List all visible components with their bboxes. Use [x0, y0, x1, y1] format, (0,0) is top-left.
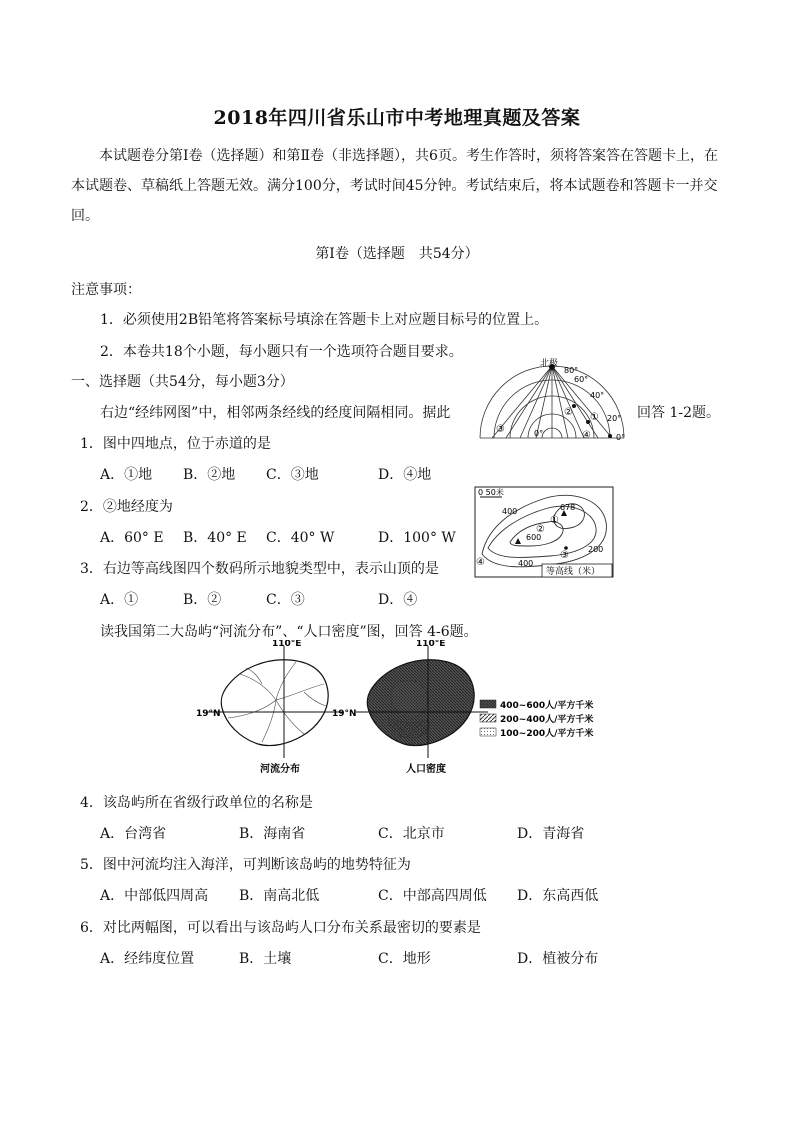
contour-label-200: 200: [588, 545, 604, 554]
question-1-stem: 1．图中四地点，位于赤道的是: [80, 436, 271, 452]
point-1-label: ①: [590, 412, 599, 423]
note-1: 1．必须使用2B铅笔将答案标号填涂在答题卡上对应题目标号的位置上。: [100, 312, 549, 328]
intro-paragraph: 本试题卷分第Ⅰ卷（选择题）和第Ⅱ卷（非选择题），共6页。考生作答时，须将答案答在答题卡上，在本试题卷、草稿纸上答题无效。满分100分，考试时间45分钟。考试结束后，将本试题卷和答题卡一并交回。: [71, 148, 718, 224]
point-2-label: ②: [564, 407, 573, 418]
lon-label-right: 110°E: [416, 640, 446, 649]
lon-label-left: 110°E: [272, 640, 302, 649]
question-1-option-d[interactable]: D．④地: [378, 467, 432, 483]
island-outline-left: [221, 660, 328, 746]
point-4-marker: [608, 434, 612, 438]
instruction-island: 读我国第二大岛屿“河流分布”、“人口密度”图，回答 4-6题。: [100, 624, 478, 640]
point-3-label: ③: [496, 424, 505, 435]
lat-label-right: 19°N: [332, 709, 357, 719]
lat-label-40: 40°: [590, 391, 605, 400]
question-5-option-d[interactable]: D．东高西低: [517, 888, 599, 904]
question-2-option-d[interactable]: D．100° W: [378, 530, 456, 546]
question-3-option-c[interactable]: C．③: [266, 592, 305, 608]
equator-lon-label: 0°: [534, 429, 544, 438]
contour-label-400-north: 400: [502, 507, 518, 516]
graticule-figure: [470, 358, 630, 444]
contour-scale: 0 50米: [478, 488, 504, 497]
contour-label-600: 600: [526, 533, 542, 542]
question-4-option-b[interactable]: B．海南省: [239, 826, 306, 842]
point-4-label: ④: [582, 430, 591, 441]
question-5-stem: 5．图中河流均注入海洋，可判断该岛屿的地势特征为: [80, 857, 411, 873]
lat-label-left: 19°N: [196, 709, 221, 719]
question-4-stem: 4．该岛屿所在省级行政单位的名称是: [80, 795, 313, 811]
question-2-option-b[interactable]: B．40° E: [183, 530, 247, 546]
section-title: 第Ⅰ卷（选择题 共54分）: [315, 246, 479, 262]
contour-label-400-south: 400: [518, 559, 534, 568]
question-6-stem: 6．对比两幅图，可以看出与该岛屿人口分布关系最密切的要素是: [80, 920, 481, 936]
part-heading: 一、选择题（共54分，每小题3分）: [71, 374, 294, 390]
contour-figure: [474, 486, 614, 578]
lat-label-20: 20°: [607, 414, 622, 423]
question-3-stem: 3．右边等高线图四个数码所示地貌类型中，表示山顶的是: [80, 561, 439, 577]
contour-point-4: ④: [476, 557, 485, 568]
question-3-option-d[interactable]: D．④: [378, 592, 418, 608]
contour-point-3: ③: [560, 550, 569, 561]
legend-swatch-low: [480, 728, 496, 736]
question-6-option-c[interactable]: C．地形: [378, 951, 431, 967]
legend-swatch-mid: [480, 714, 496, 722]
question-3-option-b[interactable]: B．②: [183, 592, 222, 608]
question-5-option-b[interactable]: B．南高北低: [239, 888, 320, 904]
lat-label-0: 0°: [616, 433, 626, 442]
legend-swatch-high: [480, 700, 496, 708]
population-map: [332, 640, 488, 775]
legend-label-low: 100~200人/平方千米: [500, 729, 594, 739]
contour-legend: 等高线（米）: [546, 567, 601, 577]
legend-label-high: 400~600人/平方千米: [500, 701, 594, 711]
question-1-option-a[interactable]: A．①地: [100, 467, 153, 483]
question-5-option-c[interactable]: C．中部高四周低: [378, 888, 487, 904]
question-6-option-a[interactable]: A．经纬度位置: [100, 951, 195, 967]
question-6-option-d[interactable]: D．植被分布: [517, 951, 599, 967]
notes-heading: 注意事项：: [71, 282, 141, 298]
lat-label-80: 80°: [564, 366, 579, 375]
note-2: 2．本卷共18个小题，每小题只有一个选项符合题目要求。: [100, 344, 463, 360]
contour-point-1: ①: [550, 515, 559, 526]
population-legend: [480, 699, 593, 739]
instruction-graticule: 右边“经纬网图”中，相邻两条经线的经度间隔相同。据此: [100, 405, 451, 421]
contour-point-2: ②: [536, 524, 545, 535]
question-5-option-a[interactable]: A．中部低四周高: [100, 888, 209, 904]
legend-label-mid: 200~400人/平方千米: [500, 715, 594, 725]
question-2-option-c[interactable]: C．40° W: [266, 530, 335, 546]
question-4-option-c[interactable]: C．北京市: [378, 826, 445, 842]
question-2-option-a[interactable]: A．60° E: [100, 530, 164, 546]
question-2-stem: 2．②地经度为: [80, 499, 173, 515]
question-4-option-d[interactable]: D．青海省: [517, 826, 585, 842]
lat-label-60: 60°: [574, 375, 589, 384]
page-title: 2018年四川省乐山市中考地理真题及答案: [213, 107, 581, 129]
question-1-option-c[interactable]: C．③地: [266, 467, 319, 483]
question-3-option-a[interactable]: A．①: [100, 592, 139, 608]
island-figure: [192, 640, 612, 780]
instruction-graticule-tail: 回答 1-2题。: [637, 405, 720, 421]
question-6-option-b[interactable]: B．土壤: [239, 951, 292, 967]
north-pole-label: 北极: [540, 359, 559, 369]
river-map: [196, 640, 342, 775]
caption-river-map: 河流分布: [260, 764, 300, 775]
contour-label-678: 678: [560, 503, 576, 512]
caption-population-map: 人口密度: [406, 764, 446, 775]
question-1-option-b[interactable]: B．②地: [183, 467, 236, 483]
question-4-option-a[interactable]: A．台湾省: [100, 826, 167, 842]
